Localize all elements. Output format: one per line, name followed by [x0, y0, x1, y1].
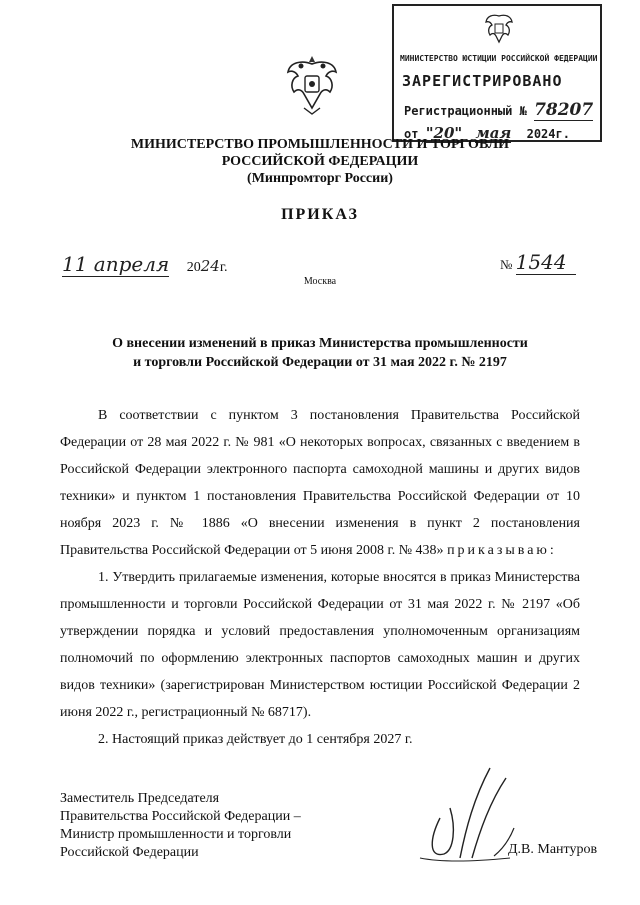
order-body [60, 402, 580, 753]
order-number [500, 250, 576, 275]
order-date [62, 252, 228, 277]
order-year-handwritten: 24 [200, 257, 220, 275]
preamble-text: В соответствии с пунктом 3 постановления Правительства Российской Федерации от 28 мая 2022 г. № 981 «О некоторых вопросах, связанных с введением в Российской Федерации электронного паспорта самоходной машины и других видов техники» и пунктом 1 постановления Правительства Российской Федерации от 10 ноября 2023 г. № 1886 «О внесении изменения в пункт 2 постановления Правительства Российской Федерации от 5 июня 2008 г. № 438» [60, 408, 580, 558]
order-date-handwritten: 11 апреля [62, 252, 170, 276]
ministry-heading [100, 136, 540, 187]
ministry-line-2: РОССИЙСКОЙ ФЕДЕРАЦИИ [221, 154, 419, 169]
paragraph-preamble [60, 402, 580, 564]
signatory-line-3: Министр промышленности и торговли [60, 827, 292, 842]
stamp-reg-label: Регистрационный № [404, 104, 527, 118]
order-number-handwritten: 1544 [516, 250, 576, 275]
subject-line-2: и торговли Российской Федерации от 31 мая 2022 г. № 2197 [133, 355, 507, 370]
city: Москва [303, 276, 337, 287]
stamp-ministry: МИНИСТЕРСТВО ЮСТИЦИИ РОССИЙСКОЙ ФЕДЕРАЦИИ [400, 54, 598, 63]
stamp-date-day: "20" [425, 124, 463, 142]
command-word: приказываю: [447, 543, 557, 558]
order-number-prefix: № [500, 257, 513, 272]
stamp-reg-row [404, 100, 593, 121]
order-year-prefix: 20 [186, 260, 201, 275]
document-type-title: ПРИКАЗ [281, 206, 359, 223]
signatory-title [60, 790, 301, 862]
order-subject [100, 334, 540, 372]
order-year-suffix: г. [219, 260, 228, 275]
coat-of-arms-emblem [284, 52, 340, 118]
subject-line-1: О внесении изменений в приказ Министерства промышленности [112, 336, 528, 351]
handwritten-signature [410, 758, 520, 878]
signatory-line-2: Правительства Российской Федерации – [60, 809, 301, 824]
stamp-reg-number: 78207 [534, 100, 594, 120]
paragraph-item-2: 2. Настоящий приказ действует до 1 сентября 2027 г. [98, 732, 413, 747]
paragraph-item-1: 1. Утвердить прилагаемые изменения, которые вносятся в приказ Министерства промышленности и торговли Российской Федерации от 31 мая 2022 г. № 2197 «Об утверждении порядка и условий предоставления уполномоченным организациям полномочий по оформлению электронных паспортов самоходных машин и других видов техники» (зарегистрирован Министерством юстиции Российской Федерации 2 июня 2022 г., регистрационный № 68717). [60, 570, 580, 720]
ministry-short-name: (Минпромторг России) [247, 171, 393, 186]
signer-name: Д.В. Мантуров [508, 842, 598, 857]
signatory-line-1: Заместитель Председателя [60, 791, 220, 806]
stamp-emblem-icon [484, 12, 514, 46]
ministry-line-1: МИНИСТЕРСТВО ПРОМЫШЛЕННОСТИ И ТОРГОВЛИ [130, 137, 510, 152]
stamp-date-prefix: от [404, 127, 419, 141]
registration-stamp [392, 4, 602, 142]
stamp-date-month: мая [475, 124, 512, 142]
signatory-line-4: Российской Федерации [60, 845, 199, 860]
stamp-date-year: 2024г. [526, 127, 570, 141]
stamp-status: ЗАРЕГИСТРИРОВАНО [402, 72, 563, 90]
